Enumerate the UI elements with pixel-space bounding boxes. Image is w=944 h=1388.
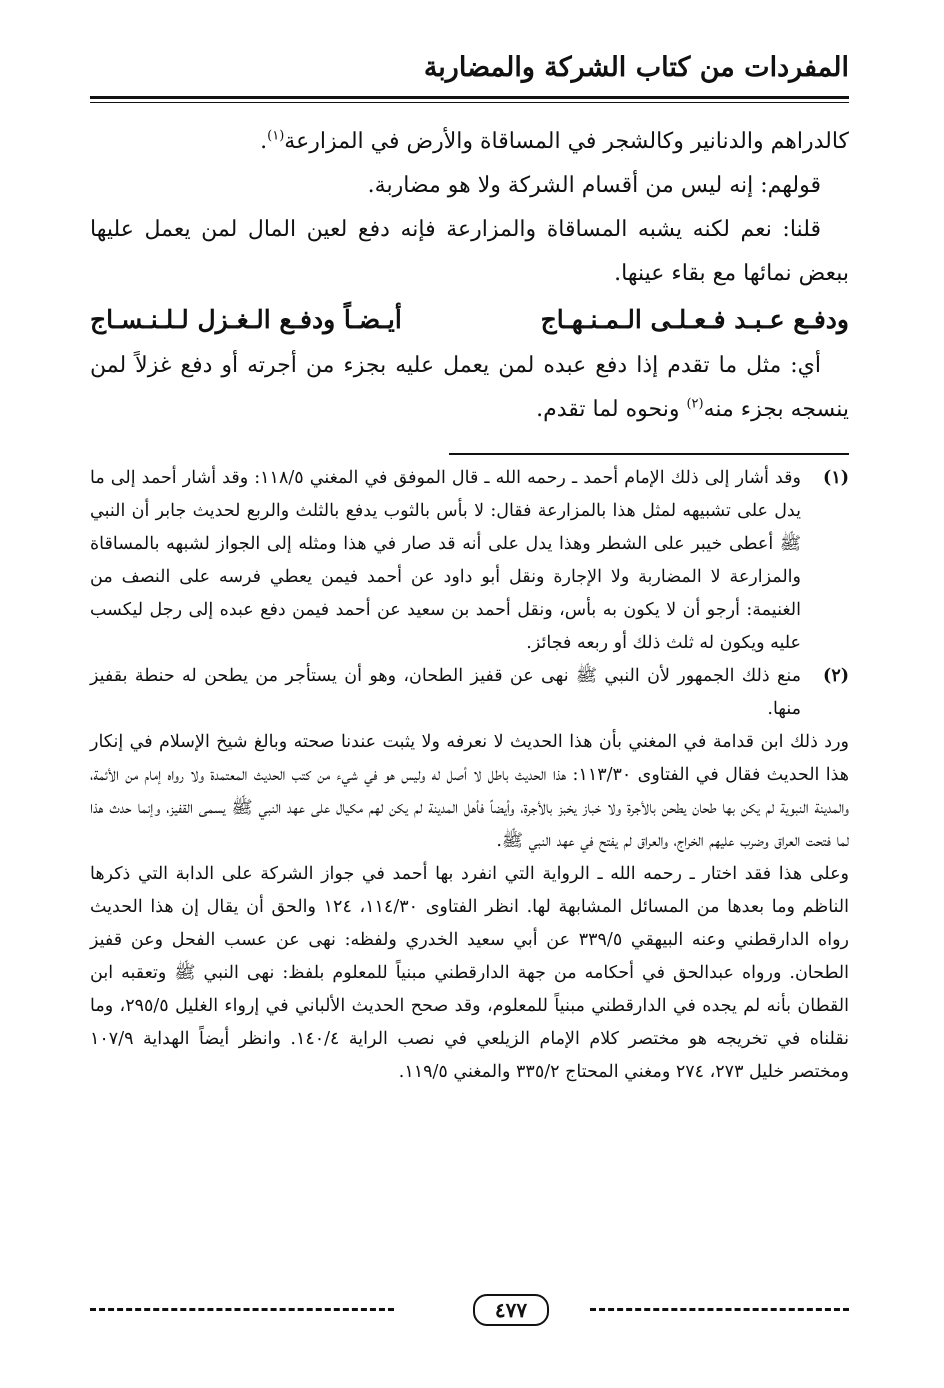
book-page [90, 0, 849, 1388]
paragraph-objection: قولهم: إنه ليس من أقسام الشركة ولا هو مضاربة. [367, 173, 821, 198]
footnote-1 [90, 462, 849, 660]
header-rule-thin [90, 102, 849, 103]
footnote-2 [90, 660, 849, 726]
paragraph-response: قلنا: نعم لكنه يشبه المساقاة والمزارعة فإنه دفع لعين المال لمن يعمل عليها ببعض نمائها مع بقاء عينها. [90, 217, 849, 286]
page-footer [90, 1294, 849, 1324]
footnote-paragraph: ورد ذلك ابن قدامة في المغني بأن هذا الحديث لا نعرفه ولا يثبت عندنا صحته وبالغ شيخ الإسلام في إنكار هذا الحديث فقال في الفتاوى ١١٣/٣٠: هذا الحديث باطل لا أصل له وليس هو في شيء من كتب الحديث المعتمدة ولا رواه إمام من الأئمة، والمدينة النبوية لم يكن بها طحان يطحن بالأجرة ولا خباز يخبز بالأجرة، وأيضاً فأهل المدينة لم يكن لهم مكيال على عهد النبي ﷺ يسمى القفيز، وإنما حدث هذا لما فتحت العراق وضرب عليهم الخراج، والعراق لم يفتح في عهد النبي ﷺ. [90, 732, 849, 851]
footnote-number: (١) [823, 468, 849, 488]
verse-line [90, 296, 849, 344]
footnote-text: وقد أشار إلى ذلك الإمام أحمد ـ رحمه الله ـ قال الموفق في المغني ١١٨/٥: وقد أشار أحمد إلى ما يدل على تشبيهه لمثل هذا بالمزارعة فقال: لا بأس بالثوب يدفع بالثلث والربع لحديث جابر أن النبي ﷺ أعطى خيبر على الشطر وهذا يدل على أنه قد صار في هذا ومثله إلى الجواز لشبهه بالمساقاة والمزارعة لا المضاربة ولا الإجارة ونقل أبو داود عن أحمد فيمن يعطي فرسه على النصف من الغنيمة: أرجو أن لا يكون به بأس، ونقل أحمد بن سعيد عن أحمد فيمن دفع عبده إلى رجل ليكسب عليه ويكون له ثلث ذلك أو ربعه فجائز. [90, 468, 801, 653]
footer-dashed-rule-right [590, 1308, 849, 1311]
verse-second-hemistich: أيـضـاً ودفـع الـغـزل لـلـنـسـاج [90, 305, 402, 334]
footnotes [90, 462, 849, 1089]
footnote-text: منع ذلك الجمهور لأن النبي ﷺ نهى عن قفيز الطحان، وهو أن يستأجر من يطحن له حنطة بقفيز منها. [90, 666, 801, 719]
header-rule-thick [90, 96, 849, 99]
footnote-ref-1[interactable]: (١) [267, 128, 285, 144]
footnote-separator [449, 453, 849, 455]
footnote-ref-2[interactable]: (٢) [686, 396, 704, 412]
footnote-number: (٢) [823, 666, 849, 686]
running-header: المفردات من كتاب الشركة والمضاربة [423, 52, 849, 83]
footnote-paragraph: وعلى هذا فقد اختار ـ رحمه الله ـ الرواية التي انفرد بها أحمد في جواز الشركة على الدابة التي ذكرها الناظم وما بعدها من المسائل المشابهة لها. انظر الفتاوى ١١٤/٣٠، ١٢٤ والحق أن يقال إن هذا الحديث رواه الدارقطني وعنه البيهقي ٣٣٩/٥ عن أبي سعيد الخدري ولفظه: نهى عن عسب الفحل وعن قفيز الطحان. ورواه عبدالحق في أحكامه من جهة الدارقطني مبنياً للمعلوم بلفظ: نهى النبي ﷺ وتعقبه ابن القطان بأنه لم يجده في الدارقطني مبنياً للمعلوم، وقد صحح الحديث الألباني في إرواء الغليل ٢٩٥/٥، وما نقلناه في تخريجه هو مختصر كلام الإمام الزيلعي في نصب الراية ١٤٠/٤. وانظر أيضاً الهداية ١٠٧/٩ ومختصر خليل ٢٧٣، ٢٧٤ ومغني المحتاج ٣٣٥/٢ والمغني ١١٩/٥. [90, 864, 850, 1082]
footer-dashed-rule-left [90, 1308, 394, 1311]
text-line-1: كالدراهم والدنانير وكالشجر في المساقاة والأرض في المزارعة$^{(١)}$. [260, 128, 849, 154]
paragraph-explanation: أي: مثل ما تقدم إذا دفع عبده لمن يعمل عليه بجزء من أجرته أو دفع غزلاً لمن ينسجه بجزء منه$^{(٢)}$ ونحوه لما تقدم. [90, 353, 849, 422]
verse-first-hemistich: ودفـع عـبـد فـعـلـى الـمـنـهـاج [540, 305, 849, 334]
main-text [90, 120, 849, 432]
page-number: ٤٧٧ [473, 1294, 549, 1326]
footnote-2-continuation [90, 726, 849, 1089]
